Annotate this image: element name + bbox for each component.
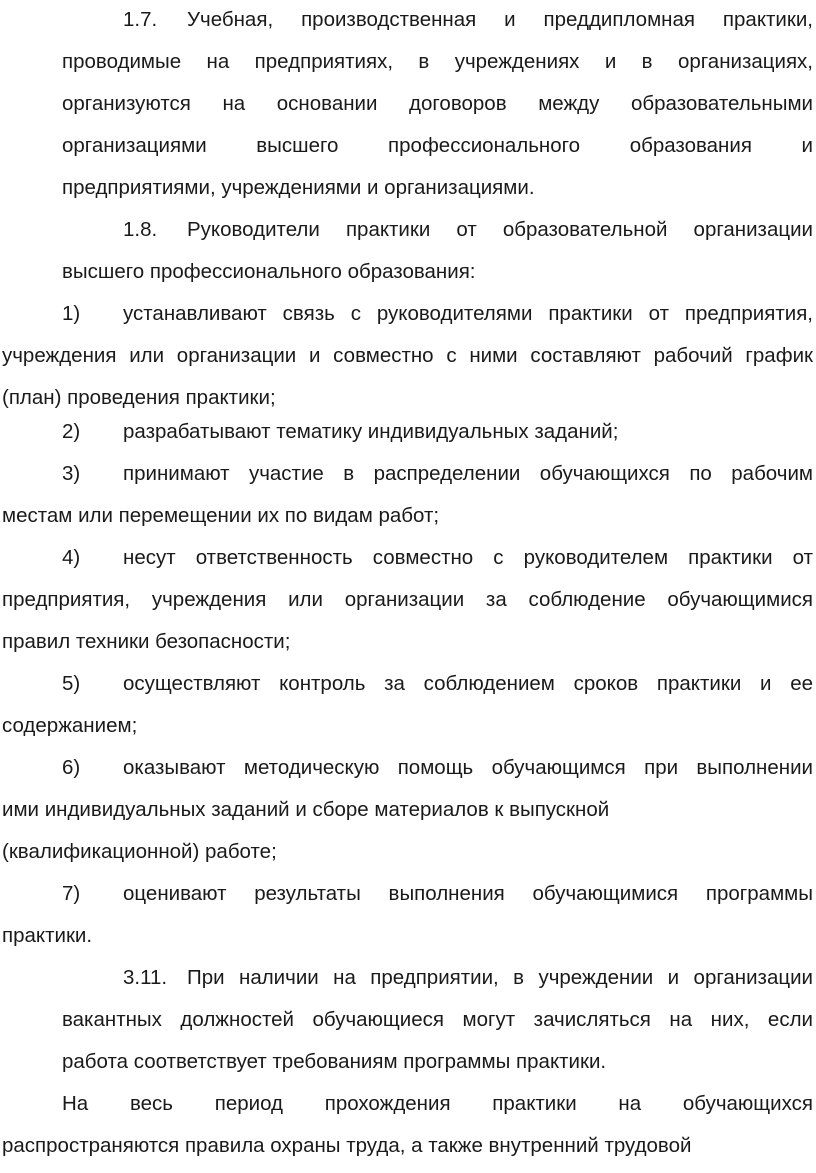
text-line: осуществляют контроль за соблюдением сроков практики и ее: [123, 672, 813, 695]
list-number: 1): [62, 302, 81, 325]
text-line: предприятия, учреждения или организации за соблюдение обучающимися: [2, 588, 813, 611]
list-number: 2): [62, 420, 81, 443]
text-line: местам или перемещении их по видам работ;: [2, 504, 440, 527]
text-line: проводимые на предприятиях, в учреждениях и в организациях,: [62, 50, 813, 73]
text-line: высшего профессионального образования:: [62, 260, 476, 283]
text-line: вакантных должностей обучающиеся могут зачисляться на них, если: [62, 1008, 813, 1031]
list-number: 5): [62, 672, 81, 695]
text-line: организуются на основании договоров между образовательными: [62, 92, 813, 115]
text-line: (план) проведения практики;: [2, 386, 276, 409]
text-line: Учебная, производственная и преддипломная практики,: [187, 8, 813, 31]
section-number: 1.7.: [123, 8, 158, 31]
text-line: организациями высшего профессионального образования и: [62, 134, 813, 157]
text-line: ими индивидуальных заданий и сборе материалов к выпускной: [2, 798, 610, 821]
text-line: оценивают результаты выполнения обучающимися программы: [123, 882, 813, 905]
list-number: 7): [62, 882, 81, 905]
text-line: практики.: [2, 924, 93, 947]
section-number: 3.11.: [123, 966, 168, 989]
text-line: На весь период прохождения практики на обучающихся: [62, 1092, 813, 1115]
text-line: работа соответствует требованиям программы практики.: [62, 1050, 607, 1073]
text-line: (квалификационной) работе;: [2, 840, 277, 863]
list-number: 6): [62, 756, 81, 779]
text-line: оказывают методическую помощь обучающимся при выполнении: [123, 756, 813, 779]
list-number: 3): [62, 462, 81, 485]
text-line: Руководители практики от образовательной организации: [187, 218, 813, 241]
section-number: 1.8.: [123, 218, 158, 241]
text-line: содержанием;: [2, 714, 138, 737]
text-line: устанавливают связь с руководителями практики от предприятия,: [123, 302, 813, 325]
text-line: распространяются правила охраны труда, а также внутренний трудовой: [2, 1134, 692, 1157]
text-line: несут ответственность совместно с руководителем практики от: [123, 546, 813, 569]
text-line: предприятиями, учреждениями и организациями.: [62, 176, 535, 199]
text-line: принимают участие в распределении обучающихся по рабочим: [123, 462, 813, 485]
text-line: правил техники безопасности;: [2, 630, 291, 653]
text-line: При наличии на предприятии, в учреждении и организации: [187, 966, 813, 989]
list-number: 4): [62, 546, 81, 569]
text-line: разрабатывают тематику индивидуальных заданий;: [123, 420, 619, 443]
text-line: учреждения или организации и совместно с ними составляют рабочий график: [2, 344, 813, 367]
